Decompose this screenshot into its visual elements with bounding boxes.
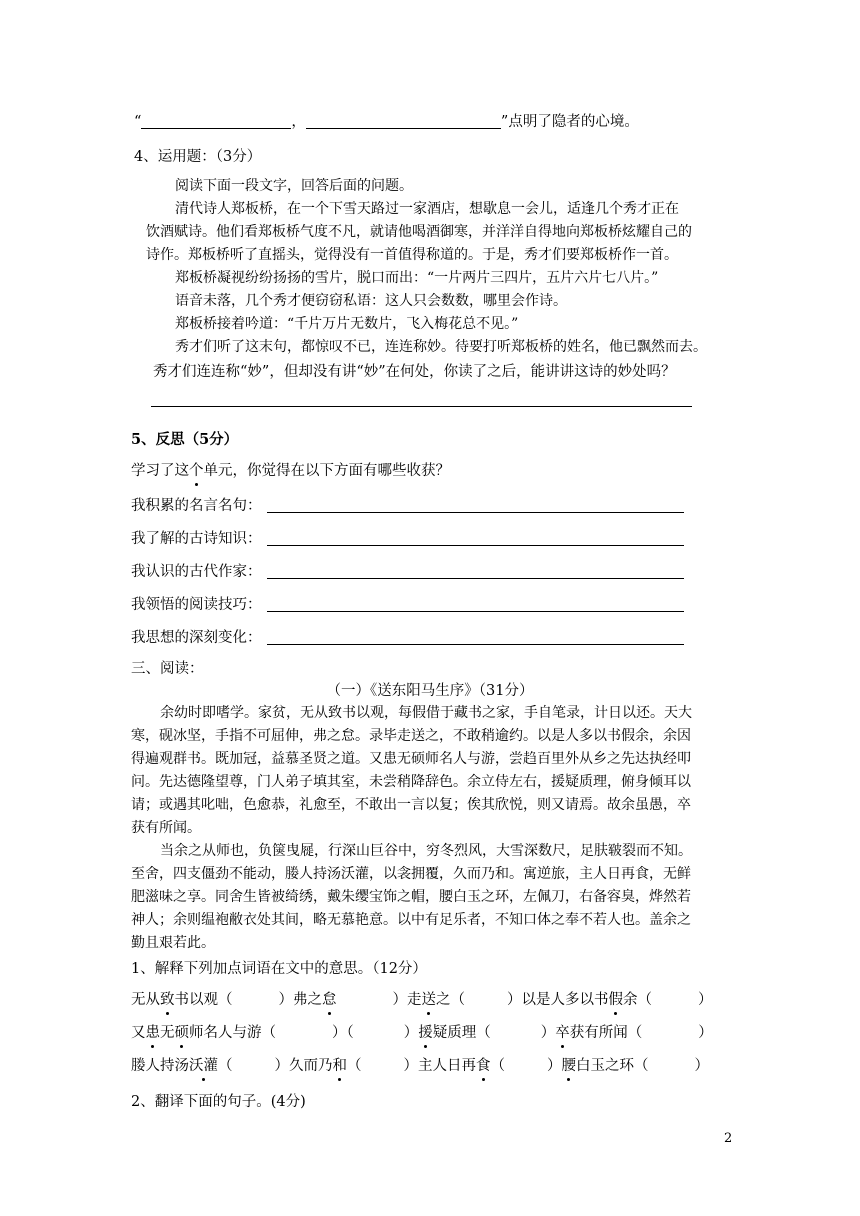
vocab-row-1: 无从致书以观（ ）弗之怠 ）走送之（ ）以是人多以书假余（ ）	[131, 992, 713, 1008]
story-line-3: 诗作。郑板桥听了直摇头，觉得没有一首值得称道的。于是，秀才们要郑板桥作一首。	[146, 247, 678, 263]
vocab-row-2: 又患无硕师名人与游（ ）（ ）援疑质理（ ）卒获有所闻（ ）	[131, 1025, 713, 1041]
story-line-7: 秀才们听了这末句，都惊叹不已，连连称妙。待要打听郑板桥的姓名，他已飘然而去。	[175, 339, 707, 355]
passage-p1-line-3: 得遍观群书。既加冠，益慕圣贤之道。又患无硕师名人与游，尝趋百里外从乡之先达执经叩	[131, 751, 691, 767]
vocab-row-3: 媵人持汤沃灌（ ）久而乃和（ ）主人日再食（ ）腰白玉之环（ ）	[131, 1058, 709, 1074]
q5-item-4: 我领悟的阅读技巧：	[131, 597, 262, 613]
passage-p2-line-1: 当余之从师也，负箧曳屣，行深山巨谷中，穷冬烈风，大雪深数尺，足肤皲裂而不知。	[160, 843, 692, 859]
passage-p1-line-4: 问。先达德隆望尊，门人弟子填其室，未尝稍降辞色。余立侍左右，援疑质理，俯身倾耳以	[131, 774, 691, 790]
story-line-1: 清代诗人郑板桥，在一个下雪天路过一家酒店，想歇息一会儿，适逢几个秀才正在	[175, 201, 679, 217]
q5-item-5: 我思想的深刻变化：	[131, 630, 262, 646]
q3-1-heading: 1、解释下列加点词语在文中的意思。（12分）	[131, 961, 427, 977]
q4-answer-line[interactable]	[151, 406, 692, 407]
q5-answer-line-2[interactable]	[267, 545, 684, 546]
q4-heading: 4、运用题：（3分）	[134, 149, 262, 165]
passage-p2-line-2: 至舍，四支僵劲不能动，媵人持汤沃灌，以衾拥覆，久而乃和。寓逆旅，主人日再食，无鲜	[131, 866, 691, 882]
passage-p2-line-3: 肥滋味之享。同舍生皆被绮绣，戴朱缨宝饰之帽，腰白玉之环，左佩刀，右备容臭，烨然若	[131, 889, 691, 905]
q5-item-3: 我认识的古代作家：	[131, 564, 262, 580]
q5-prompt: 学习了这个单元，你觉得在以下方面有哪些收获？	[131, 463, 450, 479]
q5-heading: 5、反思（5分）	[131, 431, 239, 448]
story-line-2: 饮酒赋诗。他们看郑板桥气度不凡，就请他喝酒御寒，并洋洋自得地向郑板桥炫耀自己的	[146, 224, 692, 240]
page-number: 2	[724, 1131, 733, 1146]
section-3-heading: 三、阅读：	[131, 661, 204, 677]
passage-p1-line-2: 寒，砚冰坚，手指不可屈伸，弗之怠。录毕走送之，不敢稍逾约。以是人多以书假余，余因	[131, 728, 691, 744]
q4-instruction: 阅读下面一段文字，回答后面的问题。	[175, 178, 413, 194]
q4-question: 秀才们连连称“妙”，但却没有讲“妙”在何处，你读了之后，能讲讲这诗的妙处吗？	[153, 364, 676, 380]
q5-answer-line-3[interactable]	[267, 578, 684, 579]
passage-p1-line-5: 请；或遇其叱咄，色愈恭，礼愈至，不敢出一言以复；俟其欣悦，则又请焉。故余虽愚，卒	[131, 797, 691, 813]
answer-blank-2[interactable]	[306, 113, 501, 129]
answer-blank-1[interactable]	[141, 113, 291, 129]
q5-answer-line-4[interactable]	[267, 611, 684, 612]
poem-blank-line: “ ， ”点明了隐者的心境。	[134, 114, 639, 130]
story-line-6: 郑板桥接着吟道：“千片万片无数片，飞入梅花总不见。”	[175, 316, 519, 332]
story-line-5: 语音未落，几个秀才便窃窃私语：这人只会数数，哪里会作诗。	[175, 293, 567, 309]
story-line-4: 郑板桥凝视纷纷扬扬的雪片，脱口而出：“一片两片三四片，五片六片七八片。”	[175, 270, 659, 286]
q3-2-heading: 2、翻译下面的句子。(4分)	[131, 1094, 306, 1110]
q5-answer-line-5[interactable]	[267, 644, 684, 645]
q5-item-1: 我积累的名言名句：	[131, 498, 262, 514]
passage-p2-line-4: 神人；余则缊袍敝衣处其间，略无慕艳意。以中有足乐者，不知口体之奉不若人也。盖余之	[131, 912, 691, 928]
q5-answer-line-1[interactable]	[267, 512, 684, 513]
q5-item-2: 我了解的古诗知识：	[131, 531, 262, 547]
reading-subtitle: （一）《送东阳马生序》（31分）	[326, 683, 534, 699]
passage-p1-line-1: 余幼时即嗜学。家贫，无从致书以观，每假借于藏书之家，手自笔录，计日以还。天大	[160, 705, 692, 721]
passage-p2-line-5: 勤且艰若此。	[131, 935, 215, 951]
passage-p1-line-6: 获有所闻。	[131, 820, 201, 836]
